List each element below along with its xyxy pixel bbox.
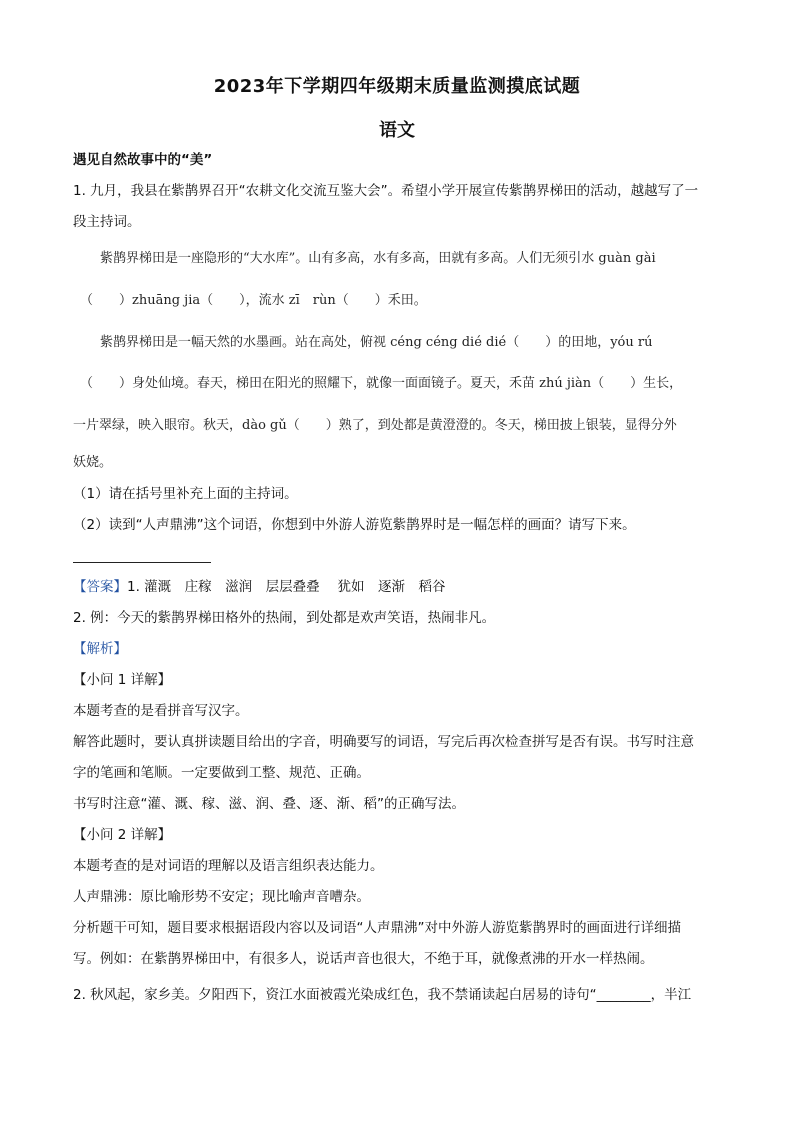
exam-title: 2023年下学期四年级期末质量监测摸底试题	[213, 76, 581, 97]
poem-line5: 一片翠绿，映入眼帘。秋天，dào gǔ（ ）熟了，到处都是黄澄澄的。冬天，梯田披上银装，显得分外	[73, 418, 677, 433]
analysis-part2-line4: 写。例如：在紫鹊界梯田中，有很多人，说话声音也很大，不绝于耳，就像煮沸的开水一样热闹。	[73, 951, 654, 967]
poem-line3: 紫鹊界梯田是一幅天然的水墨画。站在高处，俯视 céng céng dié dié（ ）的田地，yóu rú	[100, 335, 653, 350]
subject-title: 语文	[379, 120, 415, 141]
analysis-part1-tag: 【小问 1 详解】	[73, 672, 172, 688]
question1-prompt-line2: 段主持词。	[73, 214, 141, 230]
question1-prompt-line1: 1. 九月，我县在紫鹊界召开“农耕文化交流互鉴大会”。希望小学开展宣传紫鹊界梯田的活动，越越写了一	[73, 183, 699, 199]
analysis-part1-line1: 本题考查的是看拼音写汉字。	[73, 703, 249, 719]
separator-rule	[73, 562, 211, 563]
question1-sub1: （1）请在括号里补充上面的主持词。	[73, 486, 298, 502]
section-heading: 遇见自然故事中的“美”	[73, 152, 213, 168]
analysis-part2-tag: 【小问 2 详解】	[73, 827, 172, 843]
answer-line1	[73, 577, 445, 597]
question2-line1: 2. 秋风起，家乡美。夕阳西下，资江水面被霞光染成红色，我不禁诵读起白居易的诗句“________，半江	[73, 987, 692, 1003]
poem-line2: （ ）zhuāng jia（ ），流水 zī rùn（ ）禾田。	[80, 293, 427, 308]
poem-line6: 妖娆。	[73, 455, 113, 470]
analysis-part1-line4: 书写时注意“灌、溉、稼、滋、润、叠、逐、渐、稻”的正确写法。	[73, 796, 465, 812]
analysis-tag: 【解析】	[73, 641, 127, 657]
poem-line4: （ ）身处仙境。春天，梯田在阳光的照耀下，就像一面面镜子。夏天，禾苗 zhú jiàn（ ）生长，	[80, 376, 683, 391]
answer-line2: 2. 例：今天的紫鹊界梯田格外的热闹，到处都是欢声笑语，热闹非凡。	[73, 610, 496, 626]
question1-sub2: （2）读到“人声鼎沸”这个词语，你想到中外游人游览紫鹊界时是一幅怎样的画面？请写下来。	[73, 517, 636, 533]
poem-line1: 紫鹊界梯田是一座隐形的“大水库”。山有多高，水有多高，田就有多高。人们无须引水 guàn gài	[100, 251, 656, 266]
analysis-part2-line1: 本题考查的是对词语的理解以及语言组织表达能力。	[73, 858, 384, 874]
analysis-part2-line3: 分析题干可知，题目要求根据语段内容以及词语“人声鼎沸”对中外游人游览紫鹊界时的画面进行详细描	[73, 920, 681, 936]
analysis-part1-line2: 解答此题时，要认真拼读题目给出的字音，明确要写的词语，写完后再次检查拼写是否有误。书写时注意	[73, 734, 694, 750]
analysis-part2-line2: 人声鼎沸：原比喻形势不安定；现比喻声音嘈杂。	[73, 889, 370, 905]
answer-text1: 1. 灌溉 庄稼 滋润 层层叠叠 犹如 逐渐 稻谷	[127, 579, 446, 595]
answer-tag: 【答案】	[73, 579, 127, 595]
analysis-part1-line3: 字的笔画和笔顺。一定要做到工整、规范、正确。	[73, 765, 370, 781]
